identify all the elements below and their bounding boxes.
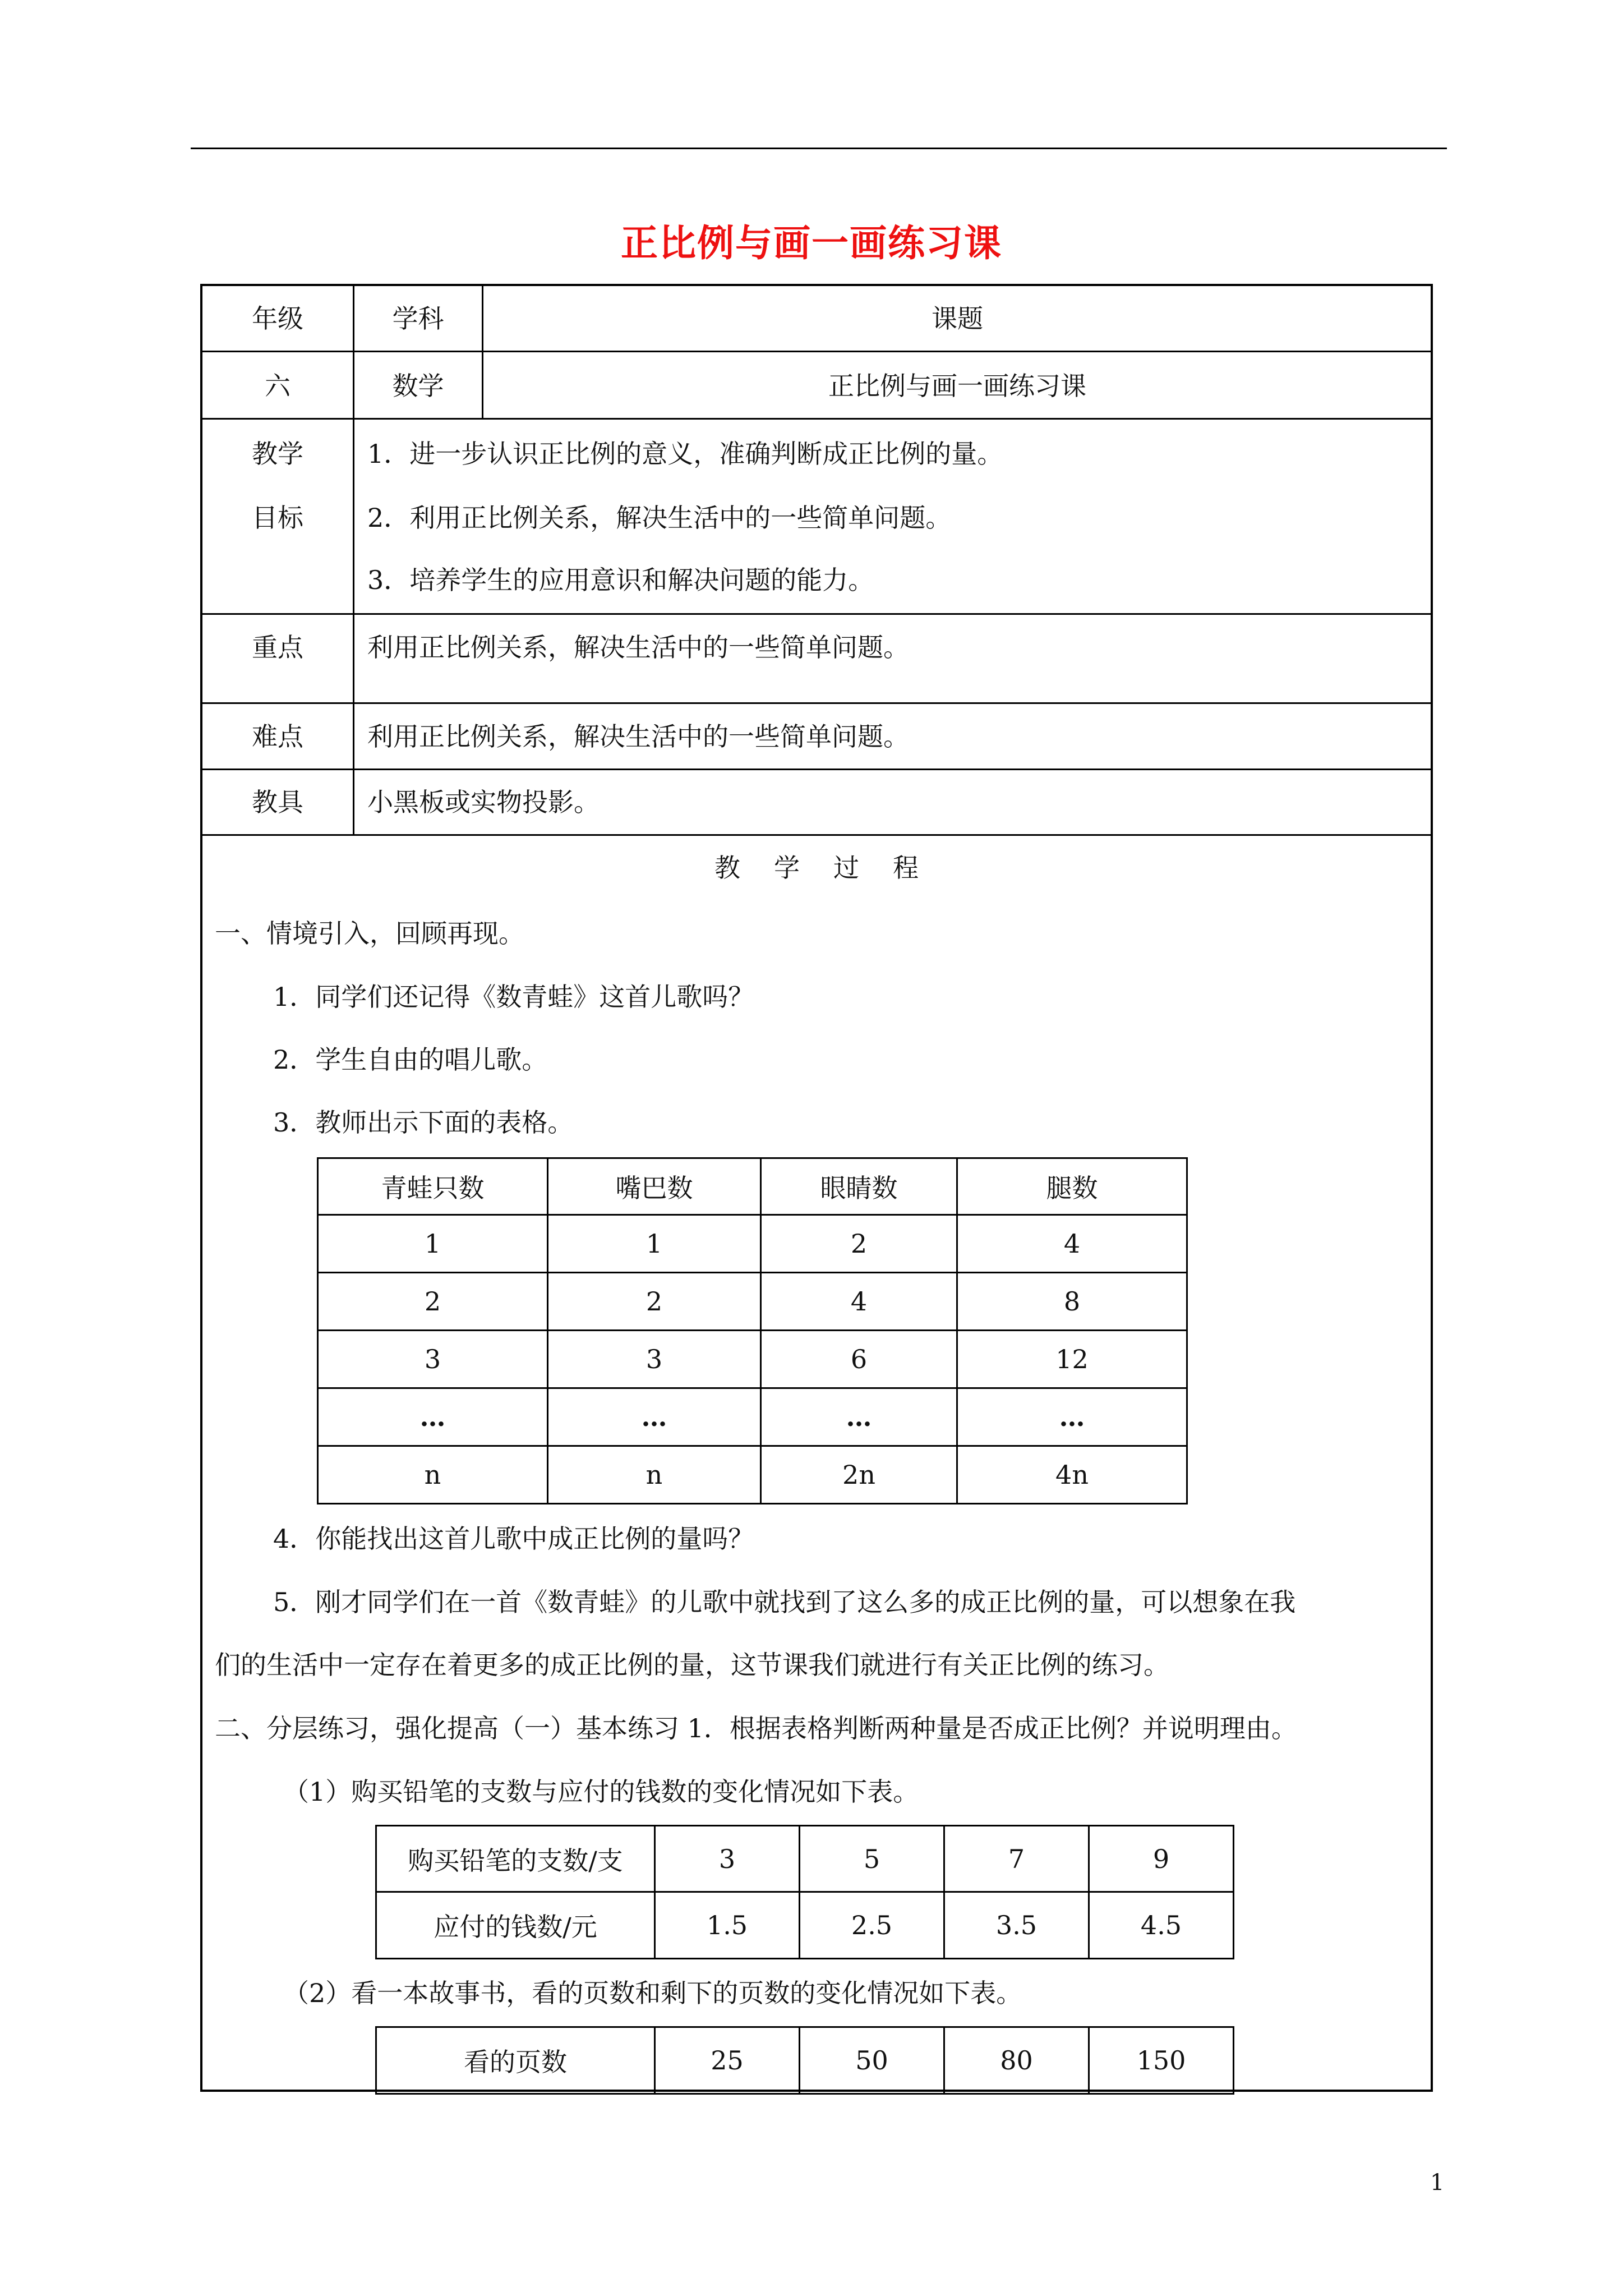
table-cell: 8 xyxy=(957,1273,1187,1331)
table-row xyxy=(376,1826,1234,1892)
header-grade: 年级 xyxy=(252,303,303,334)
frog-table xyxy=(317,1157,1188,1504)
objective-item: 2．利用正比例关系，解决生活中的一些简单问题。 xyxy=(367,503,952,533)
tools-text: 小黑板或实物投影。 xyxy=(367,787,600,817)
tools-label: 教具 xyxy=(252,787,303,817)
table-cell: 1 xyxy=(318,1215,548,1273)
value-subject: 数学 xyxy=(392,371,444,401)
table-cell: 2n xyxy=(761,1446,957,1504)
page-number: 1 xyxy=(1430,2170,1445,2196)
value-grade: 六 xyxy=(265,371,291,401)
table-cell: … xyxy=(957,1388,1187,1446)
table-cell: 4n xyxy=(957,1446,1187,1504)
table-cell: 3.5 xyxy=(944,1892,1089,1959)
table-cell: 1.5 xyxy=(655,1892,800,1959)
table-cell: 2 xyxy=(548,1273,761,1331)
table-row xyxy=(318,1388,1187,1446)
table-cell: 9 xyxy=(1089,1826,1234,1892)
table-header-cell: 眼睛数 xyxy=(761,1158,957,1215)
value-topic: 正比例与画一画练习课 xyxy=(828,371,1086,401)
table-row xyxy=(376,1892,1234,1959)
row-divider xyxy=(200,418,1433,420)
table-cell: 7 xyxy=(944,1826,1089,1892)
table-cell: 80 xyxy=(944,2027,1089,2094)
table-cell: 6 xyxy=(761,1331,957,1388)
table-row xyxy=(318,1446,1187,1504)
table-cell: 1 xyxy=(548,1215,761,1273)
table-cell: … xyxy=(548,1388,761,1446)
process-item: 1．同学们还记得《数青蛙》这首儿歌吗？ xyxy=(273,982,754,1012)
section-heading: 二、分层练习，强化提高（一）基本练习 1．根据表格判断两种量是否成正比例？并说明理由。 xyxy=(215,1713,1297,1743)
key-point-label: 重点 xyxy=(252,632,303,662)
table-cell: 4 xyxy=(957,1215,1187,1273)
table-row xyxy=(376,2027,1234,2094)
row-divider xyxy=(200,351,1433,352)
table-cell: … xyxy=(761,1388,957,1446)
table-cell: 2 xyxy=(761,1215,957,1273)
table-cell: 3 xyxy=(655,1826,800,1892)
process-item: 3．教师出示下面的表格。 xyxy=(273,1107,574,1138)
pencil-table xyxy=(375,1825,1234,1959)
row-divider xyxy=(200,769,1433,770)
process-item: 5．刚才同学们在一首《数青蛙》的儿歌中就找到了这么多的成正比例的量，可以想象在我 xyxy=(273,1587,1296,1617)
table-header-cell: 嘴巴数 xyxy=(548,1158,761,1215)
objectives-label-line1: 教学 xyxy=(252,439,303,469)
table-cell: 150 xyxy=(1089,2027,1234,2094)
table-header-row xyxy=(318,1158,1187,1215)
process-heading: 教学过程 xyxy=(714,853,952,883)
table-cell: 12 xyxy=(957,1331,1187,1388)
section-heading: 一、情境引入，回顾再现。 xyxy=(215,918,524,949)
table-cell: 应付的钱数/元 xyxy=(376,1892,655,1959)
process-item-continued: 们的生活中一定存在着更多的成正比例的量，这节课我们就进行有关正比例的练习。 xyxy=(215,1650,1169,1680)
row-divider xyxy=(200,613,1433,615)
table-cell: 看的页数 xyxy=(376,2027,655,2094)
table-cell: n xyxy=(318,1446,548,1504)
table-cell: 4.5 xyxy=(1089,1892,1234,1959)
book-table xyxy=(375,2026,1234,2095)
row-divider xyxy=(200,702,1433,704)
table-row xyxy=(318,1215,1187,1273)
header-rule xyxy=(191,148,1447,149)
table-cell: 2.5 xyxy=(800,1892,944,1959)
objective-item: 1．进一步认识正比例的意义，准确判断成正比例的量。 xyxy=(367,439,1003,469)
row-divider xyxy=(200,834,1433,836)
table-row xyxy=(318,1331,1187,1388)
table-cell: 3 xyxy=(548,1331,761,1388)
table-cell: 50 xyxy=(800,2027,944,2094)
table-cell: 购买铅笔的支数/支 xyxy=(376,1826,655,1892)
difficulty-text: 利用正比例关系，解决生活中的一些简单问题。 xyxy=(367,721,909,752)
question-text: （2）看一本故事书，看的页数和剩下的页数的变化情况如下表。 xyxy=(283,1978,1022,2008)
table-cell: … xyxy=(318,1388,548,1446)
table-cell: 4 xyxy=(761,1273,957,1331)
table-row xyxy=(318,1273,1187,1331)
table-cell: 3 xyxy=(318,1331,548,1388)
column-divider xyxy=(353,284,354,834)
table-cell: n xyxy=(548,1446,761,1504)
objective-item: 3．培养学生的应用意识和解决问题的能力。 xyxy=(367,565,874,595)
header-subject: 学科 xyxy=(392,303,444,334)
process-item: 4．你能找出这首儿歌中成正比例的量吗？ xyxy=(273,1524,754,1554)
difficulty-label: 难点 xyxy=(252,721,303,752)
table-header-cell: 腿数 xyxy=(957,1158,1187,1215)
table-cell: 2 xyxy=(318,1273,548,1331)
question-text: （1）购买铅笔的支数与应付的钱数的变化情况如下表。 xyxy=(283,1777,919,1807)
table-header-cell: 青蛙只数 xyxy=(318,1158,548,1215)
key-point-text: 利用正比例关系，解决生活中的一些简单问题。 xyxy=(367,632,909,662)
page-title: 正比例与画一画练习课 xyxy=(621,221,1002,265)
table-cell: 5 xyxy=(800,1826,944,1892)
process-item: 2．学生自由的唱儿歌。 xyxy=(273,1045,548,1075)
objectives-label-line2: 目标 xyxy=(252,503,303,533)
table-cell: 25 xyxy=(655,2027,800,2094)
header-topic: 课题 xyxy=(932,303,983,334)
